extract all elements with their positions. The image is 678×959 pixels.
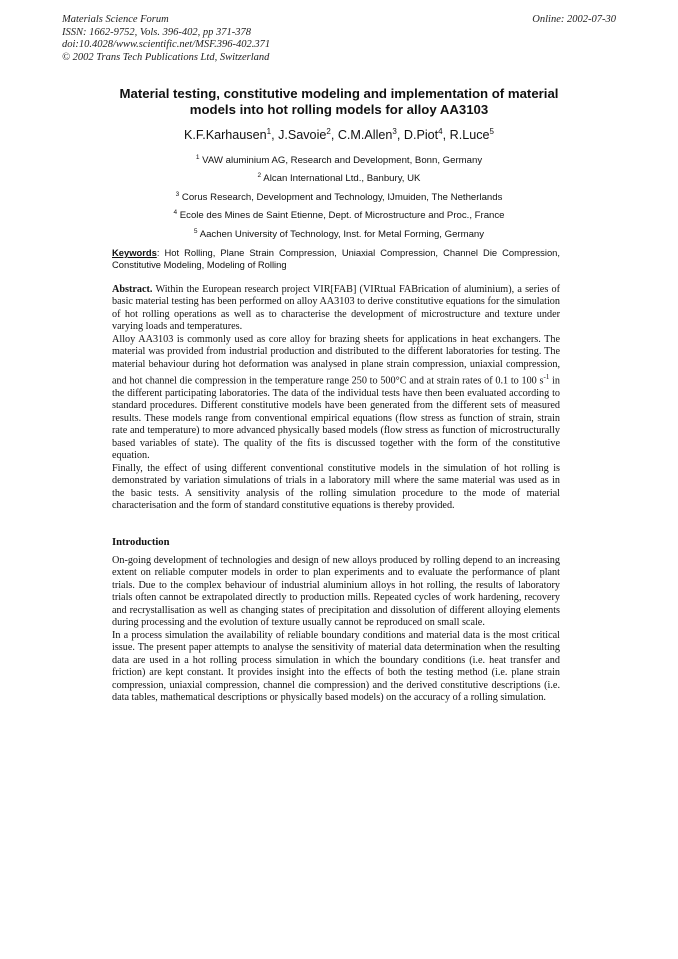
affiliation-text: Corus Research, Development and Technology, IJmuiden, The Netherlands (181, 191, 503, 203)
author-sup: 4 (438, 127, 443, 136)
title-line-1: Material testing, constitutive modeling and implementation of material (119, 86, 559, 101)
abstract-paragraph (112, 284, 560, 334)
abstract-paragraph (112, 334, 560, 463)
abstract-text: in the different participating laboratories. The data of the individual tests have then been evaluated according to standard procedures. Different constitutive models have been generated from the different sets of measured results. These models range from conventional empirical equations (flow stress as function of strain, strain rate and temperature) to more advanced physically based models (flow stress as function of microstructurally based variables of state). The quality of the fits is discussed together with the form of the constitutive equation. (112, 375, 560, 462)
paper-title (100, 86, 578, 118)
introduction-heading: Introduction (112, 537, 170, 548)
affiliation (80, 150, 598, 168)
introduction-paragraph: On-going development of technologies and design of new alloys produced by rolling depend to an increasing extent on reliable computer models in order to plan experiments and to evaluate the performance of plant trials. Due to the complex behaviour of industrial aluminium alloys in hot rolling, the results of laboratory trials often cannot be extrapolated directly to production mills. Repeated cycles of work hardening, recovery and recrystallisation as well as changing states of precipitation and dissolution of different alloying elements during processing and the evolution of texture usually cannot be reproduced on small scale. (112, 555, 560, 629)
keywords-label: Keywords (112, 247, 157, 258)
affiliation-list (80, 150, 598, 242)
affiliation-sup: 5 (193, 227, 198, 235)
affiliation-sup: 2 (257, 172, 262, 180)
journal-name: Materials Science Forum (62, 14, 169, 25)
abstract-paragraph: Finally, the effect of using different conventional constitutive models in the simulation of hot rolling is demonstrated by variation simulations of trials in a laboratory mill where the same material was used as in the basic tests. A sensitivity analysis of the rolling simulation procedure to the mode of material characterisation and the form of standard constitutive equations is thereby provided. (112, 462, 560, 512)
author-sup: 2 (326, 127, 331, 136)
author: K.F.Karhausen (184, 128, 267, 143)
online-date: Online: 2002-07-30 (532, 14, 616, 25)
doi-line[interactable]: doi:10.4028/www.scientific.net/MSF.396-402.371 (62, 39, 271, 50)
author: R.Luce (449, 128, 490, 143)
affiliation-text: Alcan International Ltd., Banbury, UK (263, 173, 421, 185)
author-sup: 5 (489, 127, 494, 136)
abstract-label: Abstract. (112, 284, 153, 295)
abstract-text: Within the European research project VIR[FAB] (VIRtual FABrication of aluminium), a series of basic material testing has been performed on alloy AA3103 to derive constitutive equations for the simulation of hot rolling operations as well as to characterise the development of microstructure and texture under varying loads and temperatures. (112, 284, 560, 333)
author: J.Savoie (278, 128, 327, 143)
affiliation-text: Ecole des Mines de Saint Etienne, Dept. of Microstructure and Proc., France (179, 210, 505, 222)
unit-sup: -1 (543, 373, 550, 382)
author-list: K.F.Karhausen$^1$, J.Savoie$^2$, C.M.Allen$^3$, D.Piot$^4$, R.Luce$^5$ (184, 127, 494, 143)
affiliation (80, 168, 598, 186)
keywords-text: : Hot Rolling, Plane Strain Compression, Uniaxial Compression, Channel Die Compression, Constitutive Modeling, Modeling of Rolling (112, 247, 560, 270)
author: D.Piot (403, 128, 439, 143)
introduction-paragraph: In a process simulation the availability of reliable boundary conditions and material data is the most critical issue. The present paper attempts to analyse the sensitivity of material data determination when the resulting data are used in a hot rolling process simulation in which the boundary conditions (i.e. heat transfer and friction) are kept constant. It provides insight into the effects of both the testing method (i.e. plane strain compression, uniaxial compression, channel die compression) and the derived constitutive descriptions (i.e. data tables, mathematical descriptions or physically based models) on the accuracy of a rolling simulation. (112, 629, 560, 703)
author-sup: 1 (266, 127, 272, 136)
affiliation-text: VAW aluminium AG, Research and Development, Bonn, Germany (202, 155, 483, 167)
abstract (112, 284, 560, 513)
issn-line: ISSN: 1662-9752, Vols. 396-402, pp 371-378 (62, 26, 251, 38)
affiliation (80, 224, 598, 242)
affiliation (80, 187, 598, 205)
affiliation (80, 205, 598, 223)
affiliation-sup: 1 (195, 154, 200, 161)
abstract-text: Alloy AA3103 is commonly used as core alloy for brazing sheets for applications in heat exchangers. The material was provided from industrial production and distributed to the different laboratories for testing. The material behaviour during hot deformation was analysed in plane strain compression, uniaxial compression, and hot channel die compression in the temperature range 250 to 500°C and at strain rates of 0.1 to 100 s (112, 333, 560, 387)
author: C.M.Allen (337, 128, 393, 143)
introduction (112, 555, 560, 704)
affiliation-text: Aachen University of Technology, Inst. for Metal Forming, Germany (199, 228, 485, 240)
journal-header (62, 14, 270, 64)
keywords-block (112, 247, 560, 271)
affiliation-sup: 4 (173, 209, 178, 217)
affiliation-sup: 3 (175, 190, 180, 198)
author-sup: 3 (392, 127, 397, 136)
title-line-2: models into hot rolling models for alloy AA3103 (189, 102, 489, 117)
copyright-line: © 2002 Trans Tech Publications Ltd, Switzerland (62, 51, 270, 63)
